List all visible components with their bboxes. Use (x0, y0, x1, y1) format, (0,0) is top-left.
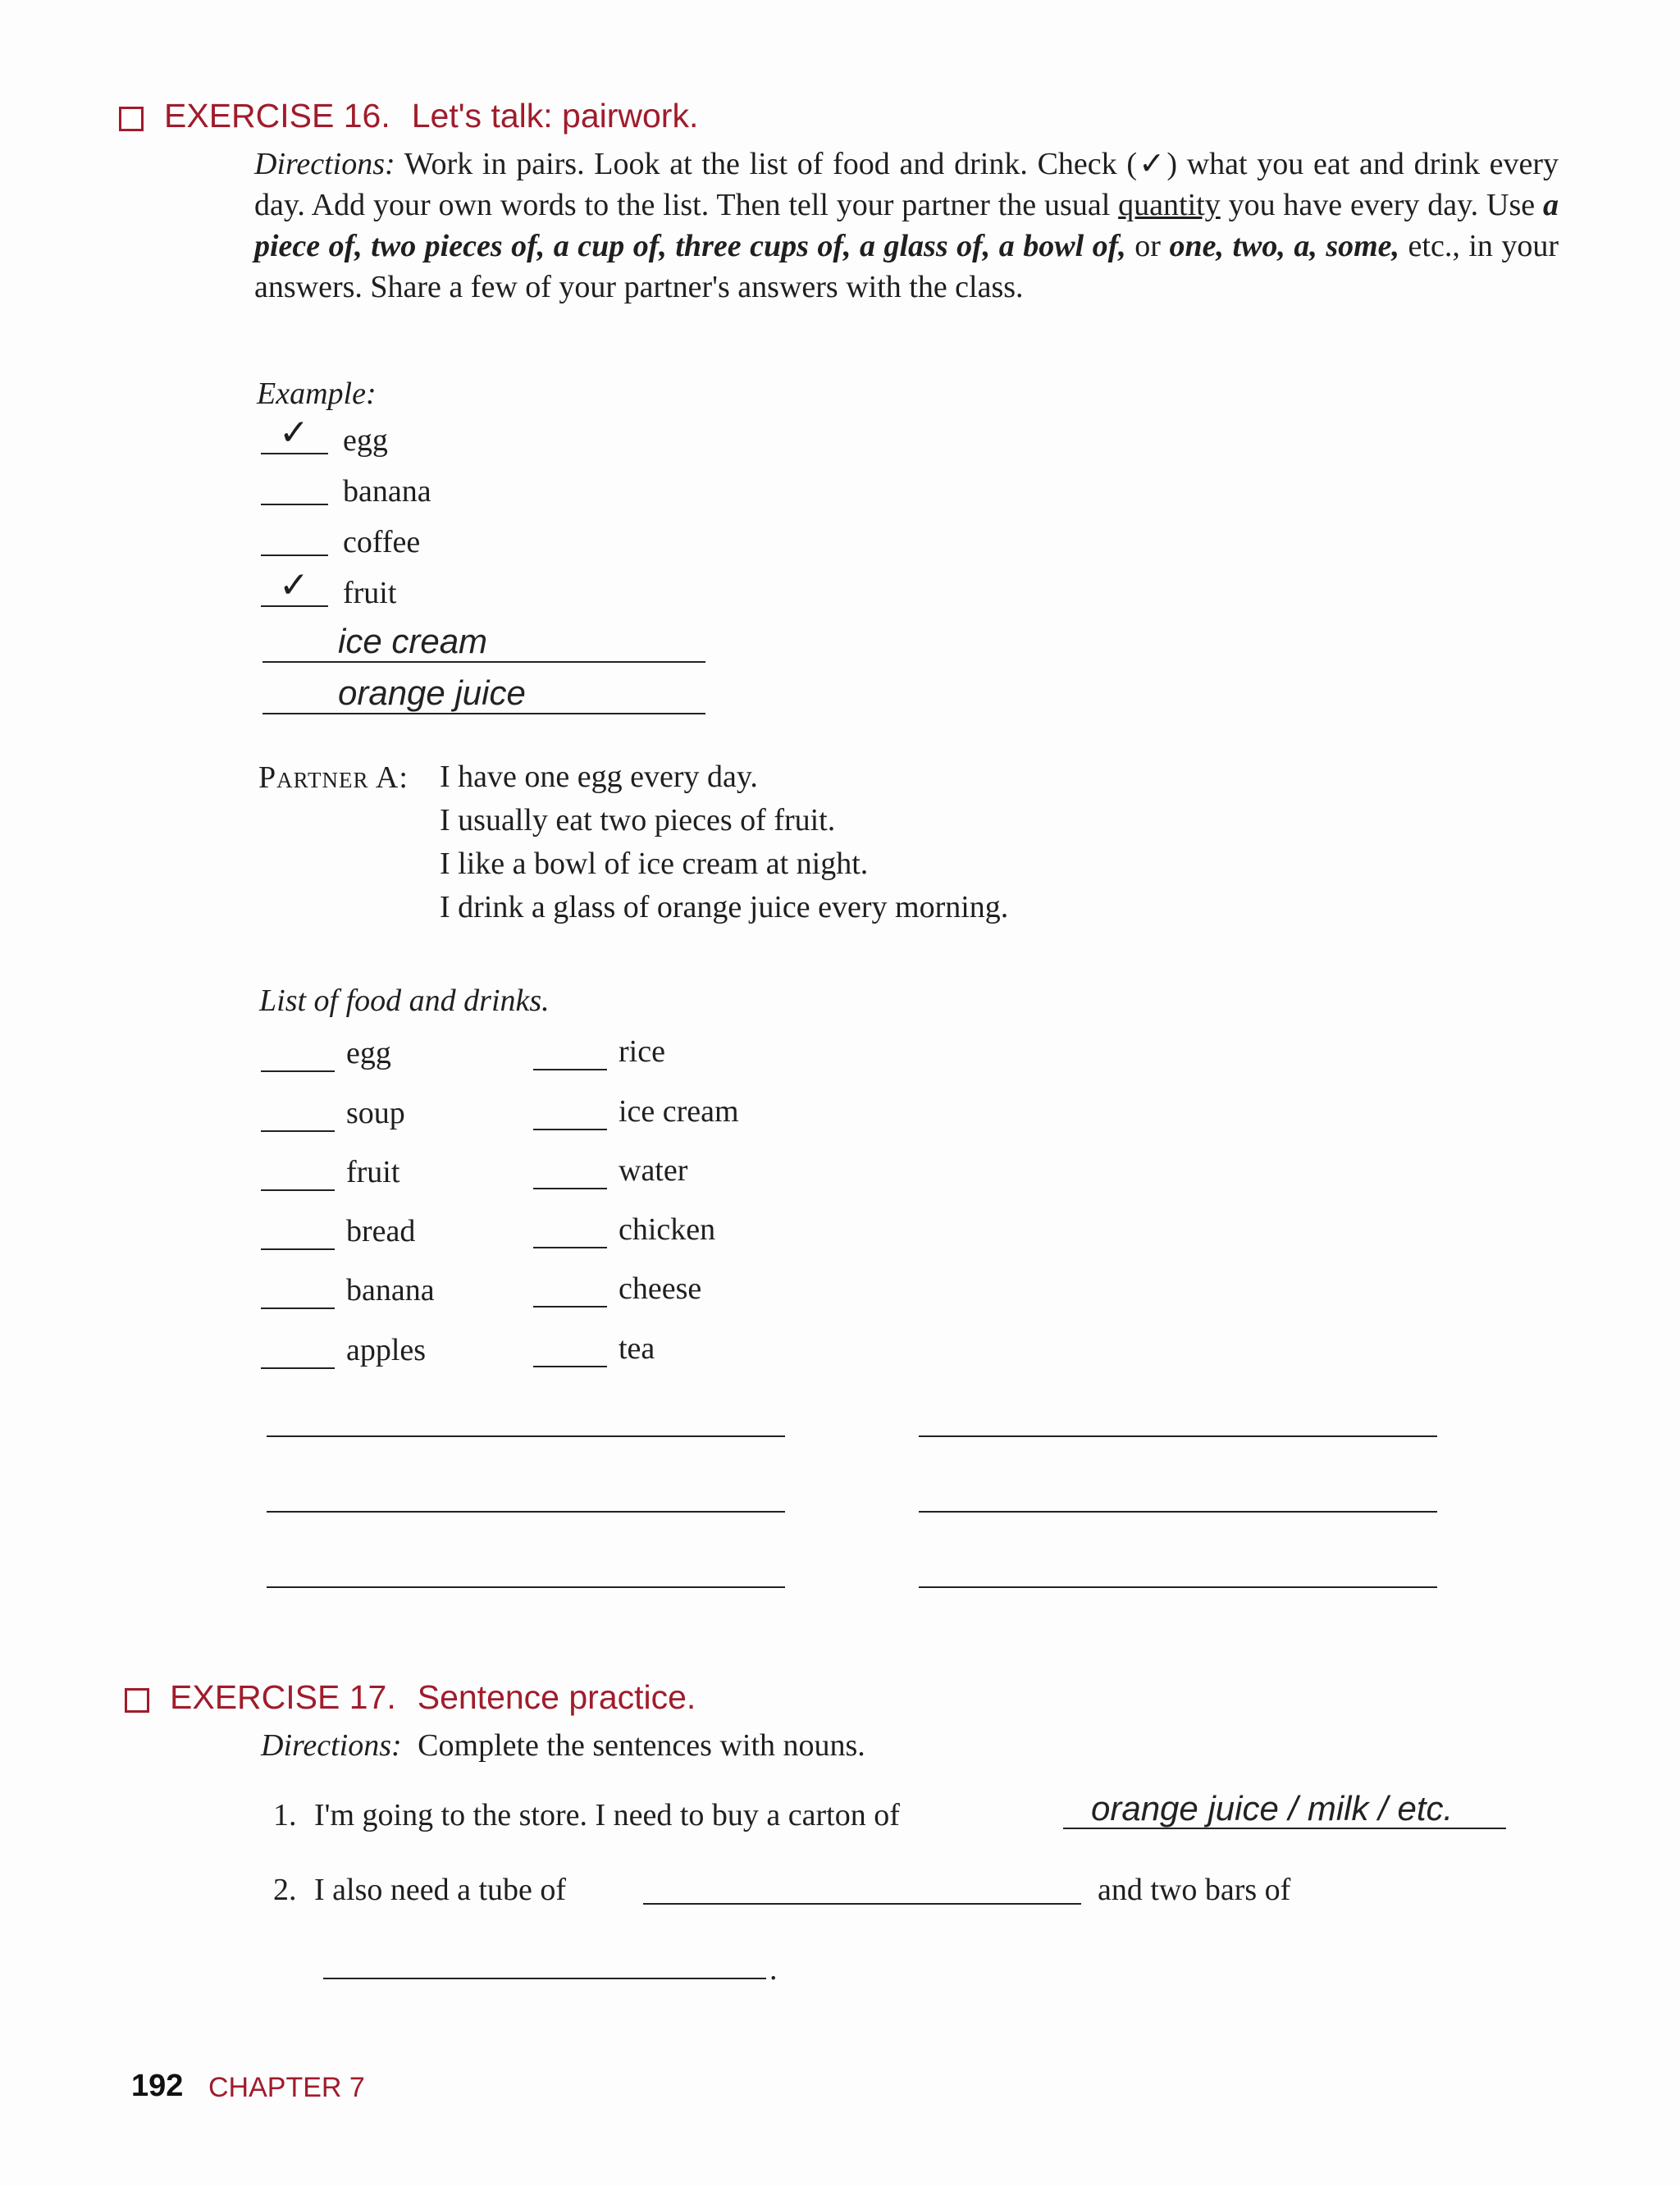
list-item: chicken (619, 1212, 716, 1247)
example-blank (261, 554, 328, 556)
partner-line: I have one egg every day. (440, 760, 758, 794)
directions-expressions-1: a piece of, two pieces of, a cup of, three cups of, a glass of, a bowl of, (254, 188, 1559, 263)
list-item: banana (346, 1273, 435, 1307)
check-blank[interactable] (261, 1189, 335, 1191)
directions-quantity: quantity (1118, 188, 1221, 222)
check-blank[interactable] (533, 1069, 607, 1070)
exercise-16-title: Let's talk: pairwork. (411, 97, 699, 135)
sentence-end: . (769, 1952, 778, 1987)
directions-text-2: you have every day. Use (1228, 188, 1536, 222)
directions-expressions-2: one, two, a, some, (1169, 229, 1400, 263)
exercise-17-checkbox[interactable] (125, 1688, 149, 1713)
write-in-line[interactable] (919, 1435, 1437, 1437)
example-item-text: egg (343, 423, 388, 458)
sentence-1 (273, 1795, 900, 1836)
sentence-text-b: and two bars of (1098, 1873, 1291, 1907)
check-blank[interactable] (261, 1130, 335, 1132)
list-item: soup (346, 1096, 405, 1130)
list-item: egg (346, 1036, 391, 1070)
exercise-17-directions (261, 1725, 865, 1766)
partner-line: I drink a glass of orange juice every morning. (440, 890, 1009, 924)
write-in-line[interactable] (919, 1511, 1437, 1513)
list-label: List of food and drinks. (259, 983, 550, 1018)
chapter-label: CHAPTER 7 (208, 2072, 365, 2103)
list-item: fruit (346, 1155, 400, 1189)
directions-label: Directions: (261, 1728, 402, 1763)
exercise-16-heading (164, 97, 698, 135)
directions-or: or (1134, 229, 1161, 263)
partner-line: I usually eat two pieces of fruit. (440, 803, 836, 837)
check-blank[interactable] (533, 1247, 607, 1248)
check-icon: ✓ (279, 564, 309, 606)
example-item-text: coffee (343, 525, 421, 559)
write-in-line[interactable] (919, 1586, 1437, 1588)
sentence-number: 1. (273, 1798, 297, 1832)
partner-label: Partner A: (258, 760, 409, 795)
check-blank[interactable] (533, 1188, 607, 1189)
sentence-text-a: I also need a tube of (314, 1873, 567, 1907)
example-item-text: banana (343, 474, 431, 509)
exercise-17-title: Sentence practice. (417, 1678, 696, 1716)
list-item: bread (346, 1214, 416, 1248)
check-blank[interactable] (533, 1129, 607, 1130)
handwritten-answer: orange juice (338, 673, 526, 712)
example-write-line (262, 661, 705, 663)
check-blank[interactable] (261, 1367, 335, 1369)
check-blank[interactable] (261, 1070, 335, 1072)
list-item: ice cream (619, 1094, 739, 1129)
list-item: cheese (619, 1271, 702, 1306)
list-item: tea (619, 1331, 655, 1366)
check-blank[interactable] (533, 1306, 607, 1307)
exercise-16-directions (254, 144, 1559, 308)
check-blank[interactable] (261, 1307, 335, 1309)
sentence-2 (273, 1869, 566, 1910)
example-blank (261, 504, 328, 505)
exercise-16-checkbox[interactable] (119, 107, 144, 131)
list-item: apples (346, 1333, 427, 1367)
partner-line: I like a bowl of ice cream at night. (440, 847, 869, 881)
example-write-line (262, 713, 705, 714)
directions-text: Complete the sentences with nouns. (418, 1728, 865, 1763)
example-item-text: fruit (343, 576, 397, 610)
check-icon: ✓ (279, 412, 309, 454)
write-in-line[interactable] (267, 1511, 785, 1513)
directions-text-3: etc., in your answers. Share a few of your partner's answers with the class. (254, 229, 1559, 304)
example-label: Example: (257, 377, 377, 411)
sentence-number: 2. (273, 1873, 297, 1907)
handwritten-answer: ice cream (338, 622, 488, 660)
write-in-line[interactable] (267, 1435, 785, 1437)
list-item: rice (619, 1034, 665, 1069)
answer-line[interactable] (643, 1903, 1081, 1905)
directions-text-1: Work in pairs. Look at the list of food and drink. Check (✓) what you eat and drink every day. Add your own words to the list. Then tell your partner the usual (254, 147, 1559, 222)
handwritten-answer: orange juice / milk / etc. (1091, 1789, 1454, 1828)
exercise-17-heading (170, 1678, 696, 1717)
list-item: water (619, 1153, 688, 1188)
check-blank[interactable] (533, 1366, 607, 1367)
check-blank[interactable] (261, 1248, 335, 1250)
answer-line[interactable] (323, 1978, 766, 1979)
page-number: 192 (131, 2069, 184, 2103)
write-in-line[interactable] (267, 1586, 785, 1588)
exercise-17-number: EXERCISE 17. (170, 1678, 396, 1716)
directions-label: Directions: (254, 147, 395, 181)
exercise-16-number: EXERCISE 16. (164, 97, 390, 135)
sentence-text: I'm going to the store. I need to buy a carton of (314, 1798, 900, 1832)
